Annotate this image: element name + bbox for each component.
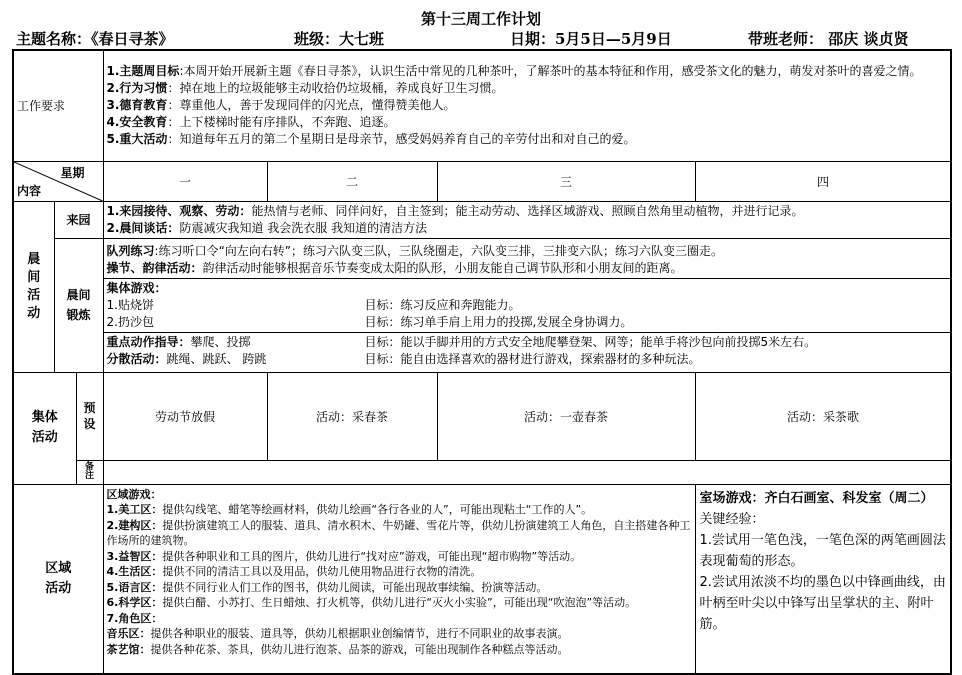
area-item: 5.语言区：提供不同行业人们工作的图书，供幼儿阅读，可能出现故事续编、扮演等活动。 xyxy=(106,580,548,594)
group-activity-label: 集体活动 xyxy=(13,372,76,484)
page-title: 第十三周工作计划 xyxy=(420,10,541,28)
note-label: 备注 xyxy=(76,460,103,484)
plan-wed: 活动：一壶春茶 xyxy=(437,372,695,460)
note-content xyxy=(103,460,951,484)
day-tue: 二 xyxy=(267,161,437,201)
day-wed: 三 xyxy=(437,161,695,201)
key-experience-1: 1.尝试用一笔色浅，一笔色深的两笔画圆法表现葡萄的形态。 xyxy=(699,532,946,569)
weekly-plan-table xyxy=(12,49,952,675)
day-mon: 一 xyxy=(103,161,267,201)
plan-thu: 活动：采茶歌 xyxy=(695,372,951,460)
area-item: 7.角色区： xyxy=(106,611,163,625)
date-range: 日期：5月5日—5月9日 xyxy=(510,30,672,48)
work-moral: 3.德育教育：尊重他人，善于发现同伴的闪光点，懂得赞美他人。 xyxy=(106,98,456,113)
work-requirements xyxy=(103,50,951,161)
class-name: 班级：大七班 xyxy=(294,30,385,48)
area-item: 4.生活区：提供不同的清洁工具以及用品，供幼儿使用物品进行衣物的清洗。 xyxy=(106,565,482,578)
area-item: 6.科学区：提供白醋、小苏打、生日蜡烛、打火机等，供幼儿进行“灭火小实验”，可能出现“吹泡泡”等活动。 xyxy=(106,596,637,609)
plan-label: 预设 xyxy=(76,372,103,460)
weekday-content-header xyxy=(13,161,103,201)
plan-tue: 活动：采春茶 xyxy=(267,372,437,460)
area-item: 音乐区：提供各种职业的服装、道具等，供幼儿根据职业创编情节，进行不同职业的故事表演。 xyxy=(106,627,569,640)
work-event: 5.重大活动：知道每年五月的第二个星期日是母亲节，感受妈妈养育自己的辛劳付出和对自己的爱。 xyxy=(106,132,636,147)
theme-name: 主题名称：《春日寻茶》 xyxy=(16,30,174,48)
work-goal: 1.主题周目标:本周开始开展新主题《春日寻茶》，认识生活中常见的几种茶叶，了解茶叶的基本特征和作用，感受茶文化的魅力，萌发对茶叶的喜爱之情。 xyxy=(106,64,922,79)
content-header-label: 内容 xyxy=(17,183,42,198)
area-item: 2.建构区：提供扮演建筑工人的服装、道具、清水积木、牛奶罐、雪花片等，供幼儿扮演建筑工人角色，自主搭建各种工作场所的建筑物。 xyxy=(106,518,691,547)
teachers: 带班老师： 邵庆 谈贞贤 xyxy=(748,30,909,48)
work-safety: 4.安全教育：上下楼梯时能有序排队，不奔跑、追逐。 xyxy=(106,115,396,130)
plan-mon: 劳动节放假 xyxy=(103,372,267,460)
exercise-content: 队列练习:练习听口令“向左向右转”；练习六队变三队，三队绕圈走，六队变三排，三排变六队；练习六队变三圈走。 操节、韵律活动：韵律活动时能够根据音乐节奏变成太阳的队形，小朋友能自己调节队形和小朋友间的距离。 集体游戏： 1.贴烧饼 目标：练习反应和奔跑能力。 2.扔沙包 目标：练习单手肩上用力的投掷,发展全身协调力。 重点动作指导：攀爬、投掷 目标：能以手脚并用的方式安全地爬攀登架、网等；能单手将沙包向前投掷5米左右。 分散活动：跳绳、跳跃、 跨跳 目标：能自由选择喜欢的器材进行游戏，探索器材的多种玩法。 xyxy=(103,238,951,372)
area-item: 茶艺馆：提供各种花茶、茶具，供幼儿进行泡茶、品茶的游戏，可能出现制作各种糕点等活动。 xyxy=(106,642,569,656)
area-item: 1.美工区：提供勾线笔、蜡笔等绘画材料，供幼儿绘画“各行各业的人”，可能出现粘土“工作的人”。 xyxy=(106,503,593,516)
weekday-header-label: 星期 xyxy=(60,165,85,180)
work-habit: 2.行为习惯：掉在地上的垃圾能够主动收拾仍垃圾桶，养成良好卫生习惯。 xyxy=(106,81,504,96)
key-experience-2: 2.尝试用浓淡不均的墨色以中锋画曲线，由叶柄至叶尖以中锋写出呈掌状的主、附叶筋。 xyxy=(699,574,946,632)
work-requirements-label: 工作要求 xyxy=(13,50,103,161)
area-item: 3.益智区：提供各种职业和工具的图片，供幼儿进行“找对应”游戏，可能出现“超市购物”等活动。 xyxy=(106,549,582,563)
morning-activity-label: 晨间活动 xyxy=(13,201,54,372)
area-games: 区域游戏： 1.美工区：提供勾线笔、蜡笔等绘画材料，供幼儿绘画“各行各业的人”，可能出现粘土“工作的人”。 2.建构区：提供扮演建筑工人的服装、道具、清水积木、牛奶罐、雪花片等，供幼儿扮演建筑工人角色，自主搭建各种工作场所的建筑物。 3.益智区：提供各种职业和工具的图片，供幼儿进行“找对应”游戏，可能出现“超市购物”等活动。 4.生活区：提供不同的清洁工具以及用品，供幼儿使用物品进行衣物的清洗。 5.语言区：提供不同行业人们工作的图书，供幼儿阅读，可能出现故事续编、扮演等活动。 6.科学区：提供白醋、小苏打、生日蜡烛、打火机等，供幼儿进行“灭火小实验”，可能出现“吹泡泡”等活动。 7.角色区： 音乐区：提供各种职业的服装、道具等，供幼儿根据职业创编情节，进行不同职业的故事表演。 茶艺馆：提供各种花茶、茶具，供幼儿进行泡茶、品茶的游戏，可能出现制作各种糕点等活动。 xyxy=(103,484,695,674)
arrival-label: 来园 xyxy=(54,201,103,238)
area-activity-label: 区域活动 xyxy=(13,484,103,674)
arrival-content: 1.来园接待、观察、劳动：能热情与老师、同伴问好，自主签到；能主动劳动、选择区域游戏、照顾自然角里动植物，并进行记录。 2.晨间谈话：防震减灾我知道 我会洗衣服 我知道的清洁方法 xyxy=(103,201,951,238)
day-thu: 四 xyxy=(695,161,951,201)
room-games: 室场游戏：齐白石画室、科发室（周二） 关键经验： 1.尝试用一笔色浅，一笔色深的两笔画圆法表现葡萄的形态。 2.尝试用浓淡不均的墨色以中锋画曲线，由叶柄至叶尖以中锋写出呈掌状的主、附叶筋。 xyxy=(695,484,951,674)
morning-exercise-label: 晨间锻炼 xyxy=(54,238,103,372)
